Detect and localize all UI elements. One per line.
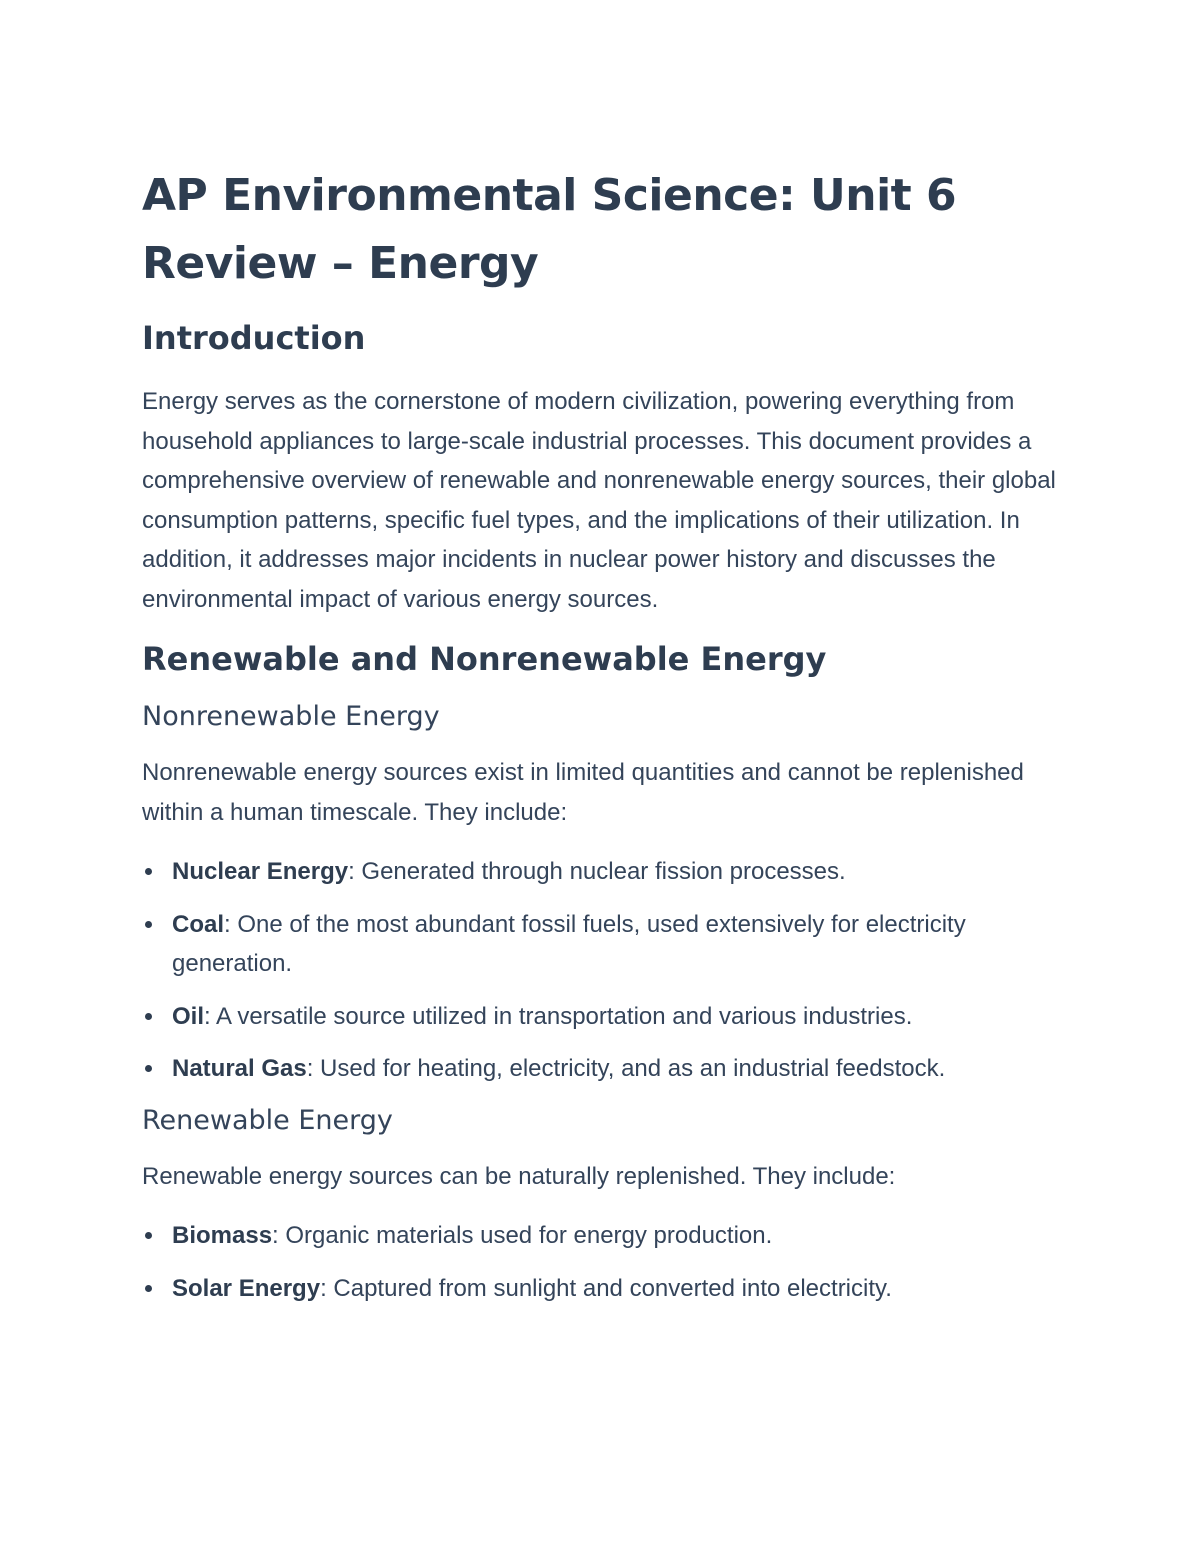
- list-item-desc: : Captured from sunlight and converted into electricity.: [320, 1274, 892, 1302]
- list-item: [142, 852, 1062, 892]
- list-item: [142, 1216, 1062, 1256]
- list-item-term: Biomass: [172, 1222, 273, 1249]
- bullet-icon: [145, 1285, 152, 1292]
- document-title: AP Environmental Science: Unit 6 Review – Energy: [142, 170, 957, 289]
- nonrenewable-heading: Nonrenewable Energy: [142, 701, 440, 732]
- bullet-icon: [145, 1013, 152, 1020]
- list-item-desc: : Generated through nuclear fission processes.: [348, 858, 846, 885]
- list-item-desc: : Used for heating, electricity, and as an industrial feedstock.: [306, 1055, 946, 1082]
- list-item-term: Oil: [172, 1002, 205, 1030]
- list-item-desc: : One of the most abundant fossil fuels, used extensively for electricity generation.: [172, 910, 966, 977]
- renewable-heading: Renewable Energy: [142, 1104, 393, 1136]
- list-item: [142, 905, 1062, 984]
- renewable-paragraph: Renewable energy sources can be naturally replenished. They include:: [142, 1162, 896, 1190]
- energy-types-heading: Renewable and Nonrenewable Energy: [142, 640, 827, 678]
- nonrenewable-paragraph: Nonrenewable energy sources exist in limited quantities and cannot be replenished within a human timescale. They include:: [142, 759, 1024, 826]
- list-item: [142, 1049, 1062, 1089]
- bullet-icon: [145, 921, 152, 928]
- document-page: [142, 162, 1062, 1322]
- list-item-term: Nuclear Energy: [172, 858, 349, 885]
- list-item-desc: : Organic materials used for energy production.: [272, 1222, 773, 1249]
- introduction-paragraph: Energy serves as the cornerstone of modern civilization, powering everything from household appliances to large-scale industrial processes. This document provides a comprehensive overview of renewable and nonrenewable energy sources, their global consumption patterns, specific fuel types, and the implications of their utilization. In addition, it addresses major incidents in nuclear power history and discusses the environmental impact of various energy sources.: [142, 388, 1056, 613]
- list-item-term: Coal: [172, 910, 225, 938]
- nonrenewable-list: [142, 852, 1062, 1089]
- bullet-icon: [145, 868, 152, 875]
- list-item-term: Natural Gas: [172, 1055, 307, 1082]
- bullet-icon: [145, 1232, 152, 1239]
- introduction-heading: Introduction: [142, 319, 366, 357]
- renewable-list: [142, 1216, 1062, 1308]
- bullet-icon: [145, 1065, 152, 1072]
- list-item-term: Solar Energy: [172, 1274, 321, 1302]
- list-item: [142, 1269, 1062, 1309]
- list-item-desc: : A versatile source utilized in transportation and various industries.: [204, 1002, 913, 1030]
- list-item: [142, 997, 1062, 1037]
